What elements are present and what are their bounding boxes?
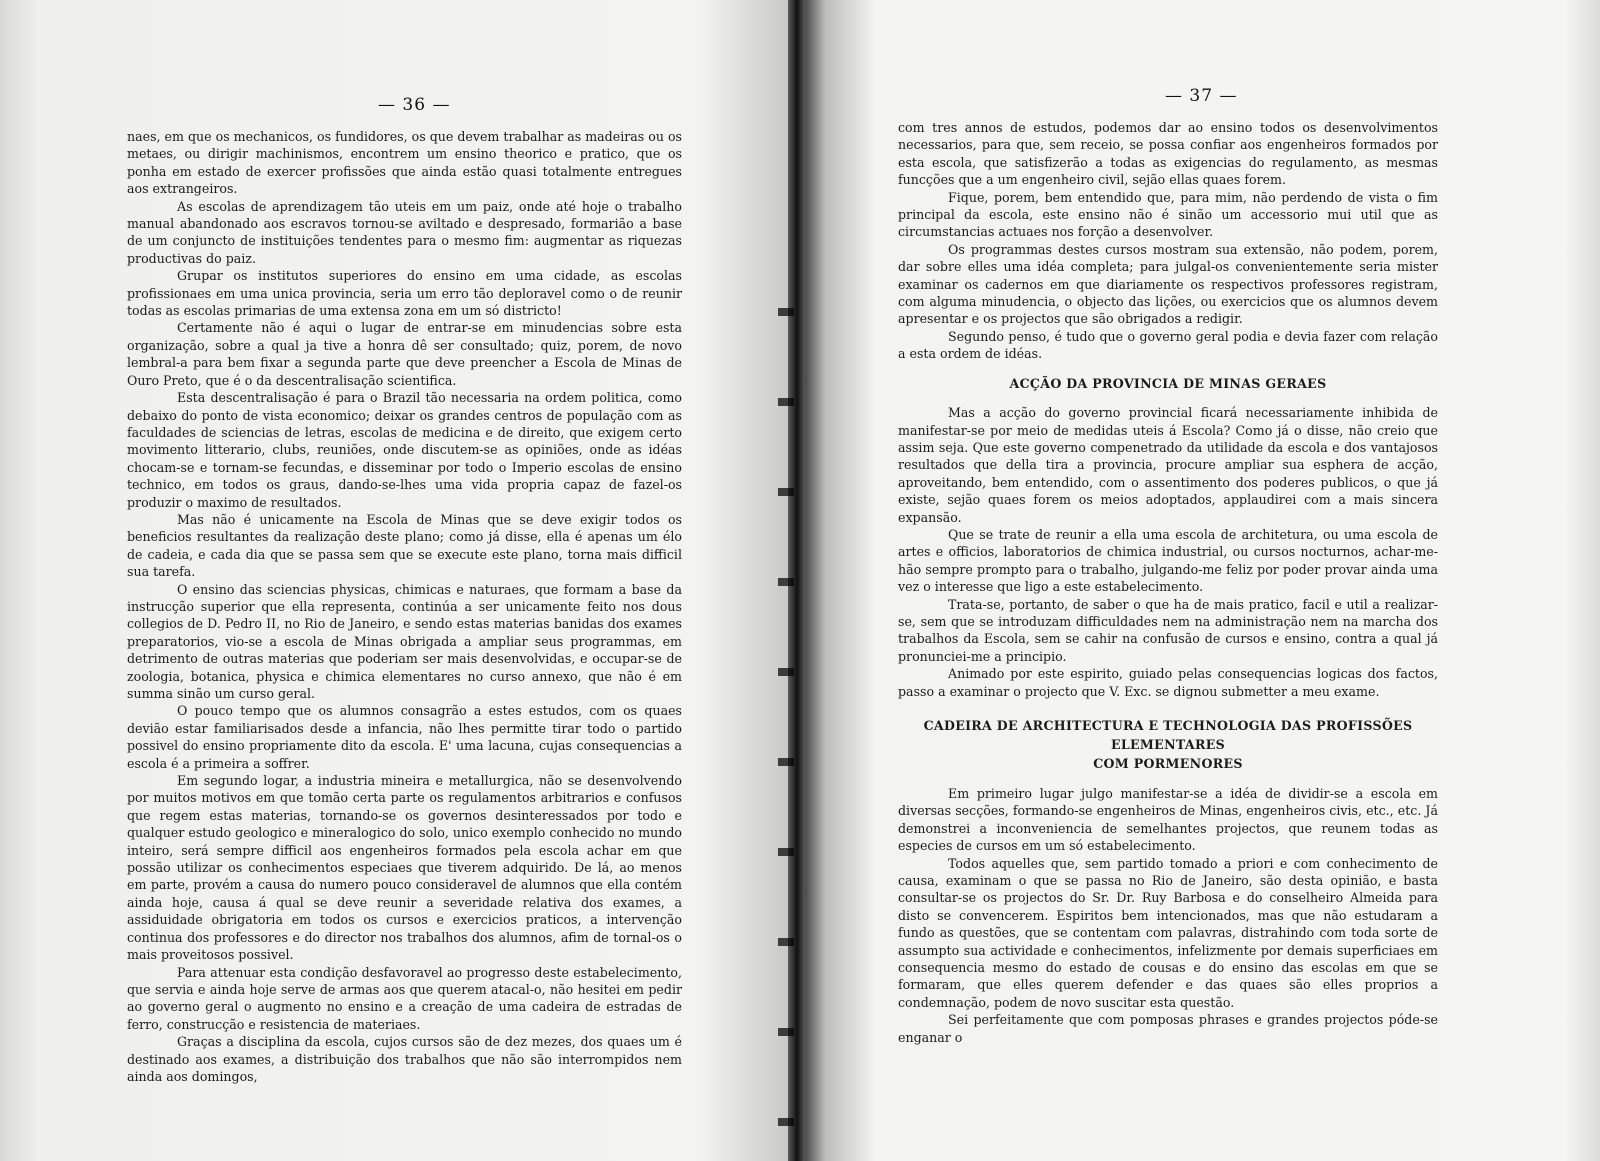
paragraph: As escolas de aprendizagem tão uteis em um paiz, onde até hoje o trabalho manual abandonado aos escravos tornou-se aviltado e despresado, formarião a base de um conjuncto de instituições tendentes para o mesmo fim: augmentar as riquezas productivas do paiz. — [127, 198, 682, 266]
section-heading-provincia: ACÇÃO DA PROVINCIA DE MINAS GERAES — [1009, 375, 1327, 391]
heading-line: CADEIRA DE ARCHITECTURA E TECHNOLOGIA DAS PROFISSÕES ELEMENTARES — [923, 718, 1413, 752]
paragraph: Sei perfeitamente que com pomposas phrases e grandes projectos póde-se enganar o — [898, 1012, 1438, 1045]
right-page — [805, 0, 1600, 1161]
page-number-left: — 36 — — [378, 95, 451, 115]
paragraph: Trata-se, portanto, de saber o que ha de mais pratico, facil e util a realizar-se, sem que se introduzam difficuldades nem na administração nem na marcha dos trabalhos da Escola, sem se cahir na confusão de cursos e ensino, contra a qual já pronunciei-me a principio. — [898, 596, 1438, 664]
paragraph: Os programmas destes cursos mostram sua extensão, não podem, porem, dar sobre elles uma idéa completa; para julgal-os convenientemente seria mister examinar os cadernos em que diariamente os respectivos professores registram, com alguma minudencia, o objecto das lições, ou exercicios que os alumnos devem apresentar e os projectos que são obrigados a redigir. — [898, 241, 1438, 327]
heading-line: COM PORMENORES — [1093, 756, 1243, 771]
paragraph: naes, em que os mechanicos, os fundidores, os que devem trabalhar as madeiras ou os metaes, ou dirigir machinismos, encontrem um ensino theorico e pratico, que os ponha em estado de exercer profissões que ainda estão quasi totalmente entregues aos extrangeiros. — [127, 129, 682, 197]
paragraph: Mas não é unicamente na Escola de Minas que se deve exigir todos os beneficios resultantes da realização deste plano; como já disse, ella é apenas um élo de cadeia, e cada dia que se passa sem que se execute este plano, torna mais difficil sua tarefa. — [127, 511, 682, 580]
paragraph: Grupar os institutos superiores do ensino em uma cidade, as escolas profissionaes em uma unica provincia, seria um erro tão deploravel como o de reunir todas as escolas primarias de uma extensa zona em um só districto! — [127, 268, 682, 319]
page-number-right: — 37 — — [1165, 86, 1238, 106]
paragraph: Graças a disciplina da escola, cujos cursos são de dez mezes, dos quaes um é destinado aos exames, a distribuição dos trabalhos que não são interrompidos nem ainda aos domingos, — [127, 1034, 682, 1084]
paragraph: com tres annos de estudos, podemos dar ao ensino todos os desenvolvimentos necessarios, para que, sem receio, se possa confiar aos engenheiros formados por esta escola, que satisfizerão a todas as exigencias do regulamento, as mesmas funcções que a um engenheiro civil, sejão ellas quaes forem. — [898, 120, 1438, 188]
paragraph: Esta descentralisação é para o Brazil tão necessaria na ordem politica, como debaixo do ponto de vista economico; deixar os grandes centros de população com as faculdades de sciencias de letras, escolas de medicina e de direito, que exigem certo movimento litterario, clubs, reuniões, onde discutem-se as opiniões, onde as idéas chocam-se e tornam-se fecundas, e disseminar por todo o Imperio escolas de ensino technico, em todos os graus, dando-se-lhes uma vida propria capaz de fazel-os produzir o maximo de resultados. — [127, 390, 682, 510]
paragraph: Animado por este espirito, guiado pelas consequencias logicas dos factos, passo a examinar o projecto que V. Exc. se dignou submetter a meu exame. — [898, 666, 1438, 699]
paragraph: Fique, porem, bem entendido que, para mim, não perdendo de vista o fim principal da escola, este ensino não é sinão um accessorio mui util que as circumstancias actuaes nos forção a desenvolver. — [898, 189, 1438, 240]
paragraph: Que se trate de reunir a ella uma escola de architetura, ou uma escola de artes e officios, laboratorios de chimica industrial, ou cursos nocturnos, achar-me-hão sempre prompto para o trabalho, julgando-me feliz por poder provar ainda uma vez o interesse que ligo a este estabelecimento. — [898, 526, 1438, 595]
paragraph: Em segundo logar, a industria mineira e metallurgica, não se desenvolvendo por muitos motivos em que tomão certa parte os regulamentos arbitrarios e confusos que regem estas materias, tornando-se os governos desinteressados por todo e qualquer estudo geologico e mineralogico do solo, unico exemplo conhecido no mundo inteiro, será sempre difficil aos engenheiros formados pela escola achar em que possão utilizar os conhecimentos especiaes que tiverem adquirido. De lá, ao menos em parte, provém a causa do numero pouco consideravel de alumnos que ella contém ainda hoje, causa á qual se deve reunir a severidade relativa dos exames, a assiduidade obrigatoria em todos os cursos e exercicios praticos, a intervenção continua dos professores e do director nos trabalhos dos alumnos, afim de tornal-os o mais proveitosos possivel. — [127, 773, 682, 963]
paragraph: Para attenuar esta condição desfavoravel ao progresso deste estabelecimento, que servia e ainda hoje serve de armas aos que querem atacal-o, não hesitei em pedir ao governo geral o augmento no ensino e a creação de uma cadeira de estradas de ferro, construcção e resistencia de materiaes. — [127, 964, 682, 1032]
paragraph: Certamente não é aqui o lugar de entrar-se em minudencias sobre esta organização, sobre a qual ja tive a honra dê ser consultado; quiz, porem, de novo lembral-a para bem fixar a segunda parte que deve preencher a Escola de Minas de Ouro Preto, que é o da descentralisação scientifica. — [127, 320, 682, 388]
paragraph: Segundo penso, é tudo que o governo geral podia e devia fazer com relação a esta ordem de idéas. — [898, 328, 1438, 362]
paragraph: Mas a acção do governo provincial ficará necessariamente inhibida de manifestar-se por meio de medidas uteis á Escola? Como já o disse, não creio que assim seja. Que este governo compenetrado da utilidade da escola e dos vantajosos resultados que della tira a provincia, procure ampliar sua esphera de acção, aproveitando, bem entendido, com o assentimento dos poderes publicos, o que já existe, sejão quaes forem os meios adoptados, applaudirei com a mais sincera expansão. — [898, 405, 1438, 525]
paragraph: O ensino das sciencias physicas, chimicas e naturaes, que formam a base da instrucção superior que ella representa, continúa a ser unicamente feito nos dous collegios de D. Pedro II, no Rio de Janeiro, e sendo estas materias banidas dos exames preparatorios, vio-se a escola de Minas obrigada a ampliar seus programmas, em detrimento de outras materias que poderiam ser mais desenvolvidas, e occupar-se de zoologia, botanica, physica e chimica elementares no curso annexo, que não é em summa sinão um curso geral. — [127, 581, 682, 701]
left-page — [0, 0, 790, 1161]
paragraph: Todos aquelles que, sem partido tomado a priori e com conhecimento de causa, examinam o que se passa no Rio de Janeiro, são desta opinião, e basta consultar-se os projectos do Sr. Dr. Ruy Barbosa e do conselheiro Almeida para disto se convencerem. Espiritos bem intencionados, mas que não estudaram a fundo as questões, que se contentam com palavras, distrahindo com toda sorte de assumpto sua actividade e conhecimentos, infelizmente por demais superficiaes em consequencia mesmo do estado de cousas e do ensino das escolas em que se formaram, que elles querem defender e das quaes são elles proprios a condemnação, podem de novo suscitar esta questão. — [898, 855, 1438, 1010]
paragraph: O pouco tempo que os alumnos consagrão a estes estudos, com os quaes devião estar familiarisados desde a infancia, não lhes permitte tirar todo o partido possivel do ensino propriamente dito da escola. E' uma lacuna, cujas consequencias a escola é a primeira a soffrer. — [127, 703, 682, 771]
left-page-body — [127, 128, 682, 1085]
right-page-body — [898, 119, 1438, 1046]
binding-marks — [778, 270, 794, 1130]
paragraph: Em primeiro lugar julgo manifestar-se a idéa de dividir-se a escola em diversas secções, formando-se engenheiros de Minas, engenheiros civis, etc., etc. Já demonstrei a inconveniencia de semelhantes projectos, que reunem todas as especies de cursos em um só estabelecimento. — [898, 786, 1438, 854]
section-heading-cadeira — [898, 716, 1438, 773]
